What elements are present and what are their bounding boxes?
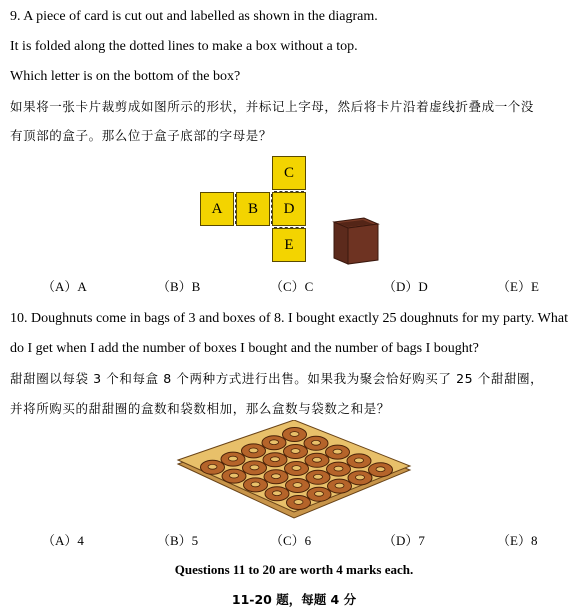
q9-cn-line1: 如果将一张卡片裁剪成如图所示的形状，并标记上字母，然后将卡片沿着虚线折叠成一个没 [10,99,535,114]
q9-option-b[interactable]: （B）B [157,279,201,294]
doughnut-hole [250,465,259,470]
doughnut-hole [208,464,217,469]
doughnut-hole [334,466,343,471]
q9-option-e[interactable]: （E）E [497,279,539,294]
doughnut-hole [335,483,344,488]
marks-note-en: Questions 11 to 20 are worth 4 marks each. [174,562,414,577]
q10-options [0,530,588,548]
doughnut-hole [315,491,324,496]
doughnut-hole [313,457,322,462]
marks-note-cn: 11-20 题，每题 4 分 [231,592,357,607]
doughnut-hole [294,500,303,505]
open-box-picture [326,212,384,268]
doughnut-hole [290,432,299,437]
net-cell-b: B [236,192,270,226]
doughnut-hole [314,474,323,479]
doughnut-hole [333,449,342,454]
q9-options [0,276,588,294]
q9-cn-line2: 有顶部的盒子。那么位于盒子底部的字母是？ [10,128,273,143]
doughnut-hole [355,458,364,463]
doughnut-tray-picture [176,420,412,522]
doughnut-hole [270,440,279,445]
q9-text-line3: Which letter is on the bottom of the box? [10,69,241,84]
doughnut-hole [376,467,385,472]
q9-option-a[interactable]: （A）A [42,279,87,294]
q9-text-line1: 9. A piece of card is cut out and labelled as shown in the diagram. [10,9,378,24]
net-cell-c: C [272,156,306,190]
fold-line [235,194,236,224]
doughnut-hole [291,449,300,454]
q10-cn-line2: 并将所购买的甜甜圈的盒数和袋数相加，那么盒数与袋数之和是？ [10,401,390,416]
doughnut-hole [272,474,281,479]
doughnut-hole [271,457,280,462]
doughnut-hole [293,483,302,488]
net-cell-a: A [200,192,234,226]
q10-option-b[interactable]: （B）5 [157,533,199,548]
q10-cn-line1: 甜甜圈以每袋 3 个和每盒 8 个两种方式进行出售。如果我为聚会恰好购买了 25 个甜甜圈， [10,371,544,386]
doughnut-hole [230,473,239,478]
q10-option-a[interactable]: （A）4 [42,533,84,548]
net-cell-e: E [272,228,306,262]
doughnut-hole [312,440,321,445]
fold-line [274,191,304,192]
q10-text-line1: 10. Doughnuts come in bags of 3 and boxes of 8. I bought exactly 25 doughnuts for my party. What [10,311,568,326]
q10-option-e[interactable]: （E）8 [497,533,538,548]
doughnut-hole [292,466,301,471]
q9-option-c[interactable]: （C）C [270,279,314,294]
doughnut-hole [251,482,260,487]
fold-line [271,194,272,224]
net-cell-d: D [272,192,306,226]
fold-line [274,227,304,228]
doughnut-hole [249,448,258,453]
doughnut-hole [356,475,365,480]
q10-option-d[interactable]: （D）7 [383,533,425,548]
doughnut-hole [229,456,238,461]
q10-option-c[interactable]: （C）6 [270,533,312,548]
q10-text-line2: do I get when I add the number of boxes I bought and the number of bags I bought? [10,341,479,356]
q9-option-d[interactable]: （D）D [383,279,428,294]
doughnut-hole [273,491,282,496]
q9-text-line2: It is folded along the dotted lines to make a box without a top. [10,39,358,54]
